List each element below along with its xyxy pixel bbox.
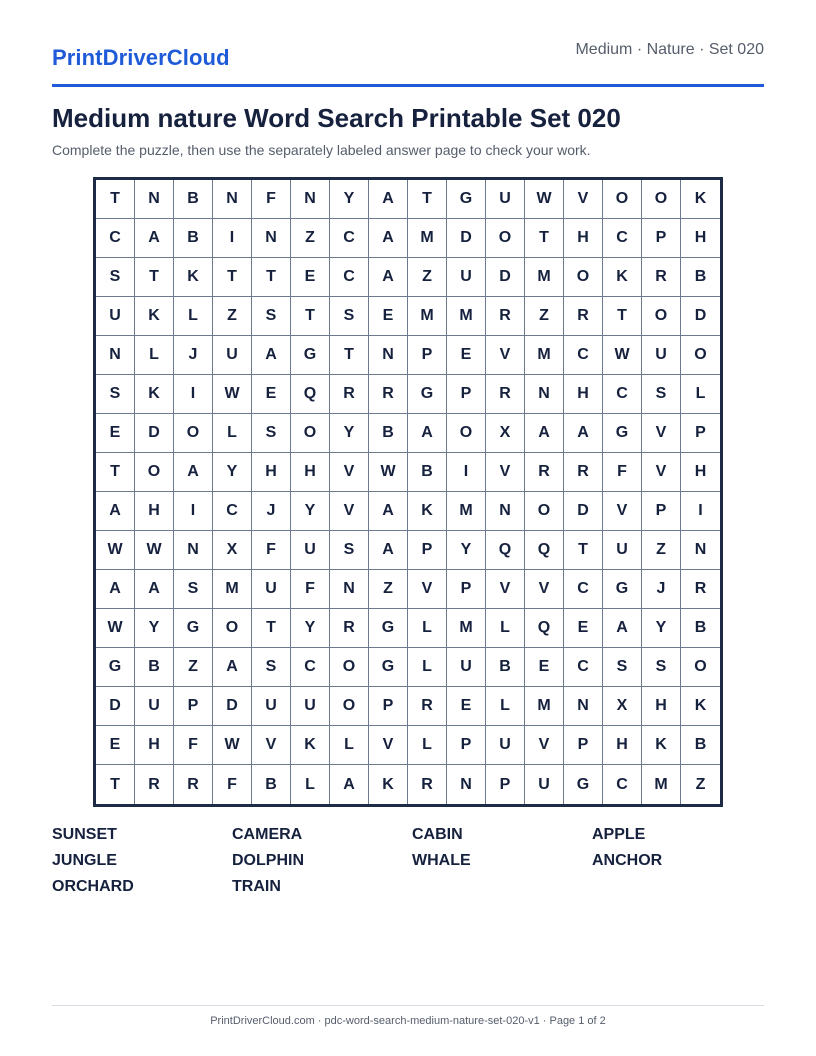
grid-cell: A <box>525 414 564 453</box>
grid-cell: O <box>330 648 369 687</box>
grid-cell: G <box>603 414 642 453</box>
grid-cell: R <box>525 453 564 492</box>
grid-cell: V <box>603 492 642 531</box>
grid-cell: O <box>291 414 330 453</box>
grid-cell: A <box>408 414 447 453</box>
grid-cell: K <box>135 375 174 414</box>
grid-cell: P <box>681 414 720 453</box>
grid-cell: H <box>681 219 720 258</box>
grid-cell: A <box>369 219 408 258</box>
grid-cell: C <box>603 765 642 804</box>
grid-cell: D <box>681 297 720 336</box>
grid-cell: S <box>174 570 213 609</box>
grid-cell: A <box>564 414 603 453</box>
grid-cell: A <box>96 492 135 531</box>
grid-cell: Q <box>525 609 564 648</box>
grid-cell: P <box>642 219 681 258</box>
grid-cell: P <box>642 492 681 531</box>
grid-cell: A <box>330 765 369 804</box>
grid-cell: I <box>174 375 213 414</box>
grid-cell: E <box>447 336 486 375</box>
grid-cell: R <box>369 375 408 414</box>
grid-cell: W <box>96 531 135 570</box>
page-footer: PrintDriverCloud.com · pdc-word-search-medium-nature-set-020-v1 · Page 1 of 2 <box>52 1005 764 1027</box>
word-list-item: CABIN <box>412 826 463 843</box>
grid-cell: O <box>642 180 681 219</box>
grid-cell: E <box>96 414 135 453</box>
grid-cell: S <box>330 297 369 336</box>
grid-cell: D <box>96 687 135 726</box>
grid-cell: U <box>447 648 486 687</box>
grid-cell: X <box>213 531 252 570</box>
grid-cell: H <box>564 375 603 414</box>
grid-cell: U <box>486 726 525 765</box>
grid-cell: S <box>330 531 369 570</box>
grid-cell: R <box>681 570 720 609</box>
grid-cell: T <box>564 531 603 570</box>
grid-cell: V <box>642 453 681 492</box>
word-list-item: CAMERA <box>232 826 303 843</box>
grid-cell: D <box>135 414 174 453</box>
grid-cell: G <box>603 570 642 609</box>
grid-cell: A <box>213 648 252 687</box>
grid-cell: C <box>213 492 252 531</box>
grid-cell: N <box>486 492 525 531</box>
grid-cell: Y <box>135 609 174 648</box>
grid-cell: R <box>564 453 603 492</box>
grid-cell: V <box>642 414 681 453</box>
grid-cell: T <box>252 258 291 297</box>
grid-cell: T <box>96 453 135 492</box>
grid-cell: U <box>135 687 174 726</box>
grid-cell: V <box>486 453 525 492</box>
grid-cell: W <box>213 375 252 414</box>
grid-cell: A <box>96 570 135 609</box>
grid-cell: R <box>408 765 447 804</box>
grid-cell: A <box>369 180 408 219</box>
grid-cell: L <box>291 765 330 804</box>
grid-cell: G <box>291 336 330 375</box>
grid-cell: S <box>252 414 291 453</box>
word-list-item: ORCHARD <box>52 878 134 895</box>
grid-cell: U <box>252 570 291 609</box>
grid-cell: O <box>525 492 564 531</box>
grid-cell: M <box>525 336 564 375</box>
grid-cell: L <box>213 414 252 453</box>
grid-cell: L <box>174 297 213 336</box>
grid-cell: R <box>330 375 369 414</box>
grid-cell: H <box>135 726 174 765</box>
grid-cell: V <box>525 570 564 609</box>
grid-cell: U <box>96 297 135 336</box>
grid-cell: V <box>330 453 369 492</box>
grid-cell: M <box>213 570 252 609</box>
grid-cell: B <box>174 219 213 258</box>
grid-cell: W <box>525 180 564 219</box>
grid-cell: A <box>252 336 291 375</box>
grid-cell: Z <box>291 219 330 258</box>
grid-cell: A <box>603 609 642 648</box>
grid-cell: P <box>174 687 213 726</box>
grid-cell: M <box>525 687 564 726</box>
puzzle-meta: Medium · Nature · Set 020 <box>575 41 764 58</box>
grid-cell: Y <box>330 414 369 453</box>
grid-cell: M <box>525 258 564 297</box>
grid-cell: K <box>369 765 408 804</box>
grid-cell: Z <box>695 775 706 793</box>
grid-cell: C <box>603 375 642 414</box>
grid-cell: A <box>174 453 213 492</box>
grid-cell: Z <box>369 570 408 609</box>
grid-cell: K <box>681 687 720 726</box>
grid-cell: E <box>369 297 408 336</box>
grid-cell: W <box>96 609 135 648</box>
grid-cell: G <box>96 648 135 687</box>
grid-cell: L <box>408 726 447 765</box>
grid-cell: D <box>486 258 525 297</box>
grid-cell: C <box>564 336 603 375</box>
grid-cell: P <box>447 570 486 609</box>
grid-cell: V <box>330 492 369 531</box>
grid-cell: J <box>174 336 213 375</box>
grid-cell: A <box>369 492 408 531</box>
grid-cell: B <box>681 258 720 297</box>
grid-cell: B <box>135 648 174 687</box>
grid-cell: E <box>252 375 291 414</box>
grid-cell: A <box>369 258 408 297</box>
grid-cell: E <box>564 609 603 648</box>
grid-cell: W <box>603 336 642 375</box>
grid-cell: O <box>681 648 720 687</box>
grid-cell: I <box>447 453 486 492</box>
grid-cell: T <box>291 297 330 336</box>
grid-cell: T <box>135 258 174 297</box>
grid-cell: P <box>408 336 447 375</box>
grid-cell: T <box>96 180 135 219</box>
grid-cell: F <box>213 765 252 804</box>
word-list-item: DOLPHIN <box>232 852 304 869</box>
grid-cell: O <box>642 297 681 336</box>
grid-cell: N <box>525 375 564 414</box>
grid-cell: P <box>408 531 447 570</box>
grid-cell: Y <box>291 609 330 648</box>
grid-cell: I <box>213 219 252 258</box>
grid-cell: A <box>135 570 174 609</box>
grid-cell: W <box>135 531 174 570</box>
grid-cell: Z <box>213 297 252 336</box>
grid-cell: S <box>96 258 135 297</box>
grid-cell: S <box>642 648 681 687</box>
grid-cell: E <box>96 726 135 765</box>
grid-cell: T <box>330 336 369 375</box>
grid-cell: N <box>369 336 408 375</box>
grid-cell: N <box>213 180 252 219</box>
grid-cell: H <box>135 492 174 531</box>
grid-cell: R <box>564 297 603 336</box>
grid-cell: B <box>681 726 720 765</box>
grid-cell: L <box>330 726 369 765</box>
grid-cell: B <box>681 609 720 648</box>
grid-cell: U <box>291 531 330 570</box>
grid-cell: C <box>330 258 369 297</box>
grid-cell: N <box>681 531 720 570</box>
grid-cell: L <box>408 609 447 648</box>
grid-cell: K <box>603 258 642 297</box>
grid-cell: V <box>564 180 603 219</box>
grid-cell: O <box>486 219 525 258</box>
grid-cell: W <box>369 453 408 492</box>
grid-cell: B <box>408 453 447 492</box>
grid-cell: U <box>291 687 330 726</box>
grid-cell: T <box>252 609 291 648</box>
grid-cell: U <box>486 180 525 219</box>
grid-cell: M <box>642 765 681 804</box>
grid-cell: U <box>525 765 564 804</box>
grid-cell: V <box>408 570 447 609</box>
grid-cell: F <box>252 531 291 570</box>
grid-cell: D <box>447 219 486 258</box>
grid-cell: X <box>486 414 525 453</box>
grid-cell: N <box>447 765 486 804</box>
word-list-item: WHALE <box>412 852 471 869</box>
word-search-grid <box>93 177 723 807</box>
grid-cell: N <box>174 531 213 570</box>
page-title: Medium nature Word Search Printable Set 020 <box>52 103 621 133</box>
grid-cell: W <box>213 726 252 765</box>
word-list-item: SUNSET <box>52 826 117 843</box>
grid-cell: V <box>369 726 408 765</box>
grid-cell: P <box>447 726 486 765</box>
grid-cell: Z <box>642 531 681 570</box>
grid-cell: U <box>252 687 291 726</box>
grid-cell: J <box>642 570 681 609</box>
grid-cell: G <box>564 765 603 804</box>
grid-cell: N <box>330 570 369 609</box>
grid-cell: N <box>252 219 291 258</box>
grid-cell: H <box>681 453 720 492</box>
grid-cell: O <box>213 609 252 648</box>
grid-cell: Z <box>525 297 564 336</box>
grid-cell: C <box>564 648 603 687</box>
grid-cell: Y <box>213 453 252 492</box>
grid-cell: Q <box>486 531 525 570</box>
grid-cell: B <box>252 765 291 804</box>
grid-cell: N <box>135 180 174 219</box>
grid-cell: J <box>252 492 291 531</box>
grid-cell: V <box>525 726 564 765</box>
page-header <box>52 38 764 87</box>
grid-cell: Z <box>408 258 447 297</box>
grid-cell: L <box>135 336 174 375</box>
grid-cell: P <box>447 375 486 414</box>
grid-cell: S <box>96 375 135 414</box>
grid-cell: Q <box>291 375 330 414</box>
grid-cell: K <box>174 258 213 297</box>
grid-cell: I <box>681 492 720 531</box>
grid-cell: P <box>564 726 603 765</box>
grid-cell: Q <box>525 531 564 570</box>
grid-cell: I <box>174 492 213 531</box>
grid-cell: H <box>564 219 603 258</box>
grid-cell: M <box>447 609 486 648</box>
grid-cell: E <box>447 687 486 726</box>
grid-cell: Y <box>330 180 369 219</box>
grid-cell: U <box>447 258 486 297</box>
grid-cell: S <box>603 648 642 687</box>
grid-cell: C <box>330 219 369 258</box>
grid-cell: M <box>408 219 447 258</box>
grid-cell: L <box>486 687 525 726</box>
grid-cell: M <box>447 492 486 531</box>
grid-cell: G <box>408 375 447 414</box>
grid-cell: G <box>369 648 408 687</box>
grid-cell: R <box>486 297 525 336</box>
grid-cell: H <box>291 453 330 492</box>
grid-cell: H <box>252 453 291 492</box>
grid-cell: K <box>135 297 174 336</box>
grid-cell: T <box>525 219 564 258</box>
grid-cell: A <box>369 531 408 570</box>
grid-cell: H <box>603 726 642 765</box>
grid-cell: B <box>174 180 213 219</box>
grid-cell: R <box>642 258 681 297</box>
grid-cell: R <box>330 609 369 648</box>
grid-cell: O <box>174 414 213 453</box>
grid-cell: R <box>486 375 525 414</box>
grid-cell: T <box>213 258 252 297</box>
grid-cell: D <box>564 492 603 531</box>
grid-cell: V <box>252 726 291 765</box>
grid-cell: F <box>291 570 330 609</box>
grid-cell: R <box>135 765 174 804</box>
grid-cell: U <box>603 531 642 570</box>
grid-cell: C <box>564 570 603 609</box>
grid-cell: Y <box>291 492 330 531</box>
grid-cell: G <box>174 609 213 648</box>
grid-cell: O <box>681 336 720 375</box>
page-subtitle: Complete the puzzle, then use the separately labeled answer page to check your work. <box>52 142 591 158</box>
grid-cell: B <box>486 648 525 687</box>
grid-cell: A <box>135 219 174 258</box>
grid-cell: C <box>96 219 135 258</box>
grid-cell: C <box>291 648 330 687</box>
grid-cell: T <box>96 765 135 804</box>
grid-cell: R <box>174 765 213 804</box>
grid-cell: O <box>135 453 174 492</box>
grid-cell: K <box>642 726 681 765</box>
grid-cell: L <box>408 648 447 687</box>
grid-cell: N <box>96 336 135 375</box>
grid-cell: M <box>408 297 447 336</box>
grid-cell: Y <box>447 531 486 570</box>
grid-cell: O <box>603 180 642 219</box>
grid-cell: T <box>408 180 447 219</box>
grid-cell: D <box>213 687 252 726</box>
grid-cell: S <box>642 375 681 414</box>
grid-cell: V <box>486 570 525 609</box>
grid-cell: N <box>564 687 603 726</box>
grid-cell: U <box>642 336 681 375</box>
word-list-item: ANCHOR <box>592 852 663 869</box>
grid-cell: Y <box>642 609 681 648</box>
word-list-item: APPLE <box>592 826 646 843</box>
grid-cell: X <box>603 687 642 726</box>
grid-cell: F <box>252 180 291 219</box>
grid-cell: Z <box>174 648 213 687</box>
grid-cell: H <box>642 687 681 726</box>
grid-cell: K <box>408 492 447 531</box>
grid-cell: M <box>447 297 486 336</box>
grid-cell: C <box>603 219 642 258</box>
word-list-item: JUNGLE <box>52 852 117 869</box>
brand-logo: PrintDriverCloud <box>52 45 230 70</box>
grid-cell: F <box>603 453 642 492</box>
grid-cell: L <box>486 609 525 648</box>
grid-cell: G <box>447 180 486 219</box>
grid-cell: O <box>330 687 369 726</box>
grid-cell: B <box>369 414 408 453</box>
word-list-item: TRAIN <box>232 878 281 895</box>
grid-cell: K <box>291 726 330 765</box>
grid-cell: R <box>408 687 447 726</box>
grid-cell: S <box>252 648 291 687</box>
word-list <box>52 825 772 903</box>
grid-cell: N <box>291 180 330 219</box>
grid-cell: U <box>213 336 252 375</box>
grid-cell: L <box>681 375 720 414</box>
grid-cell: S <box>252 297 291 336</box>
grid-cell: V <box>486 336 525 375</box>
grid-cell: E <box>525 648 564 687</box>
grid-cell: F <box>174 726 213 765</box>
grid-cell: P <box>486 765 525 804</box>
grid-cell: P <box>369 687 408 726</box>
grid-cell: E <box>291 258 330 297</box>
grid-cell: O <box>447 414 486 453</box>
grid-cell: G <box>369 609 408 648</box>
grid-cell: O <box>564 258 603 297</box>
grid-cell: T <box>603 297 642 336</box>
grid-cell: K <box>681 180 720 219</box>
